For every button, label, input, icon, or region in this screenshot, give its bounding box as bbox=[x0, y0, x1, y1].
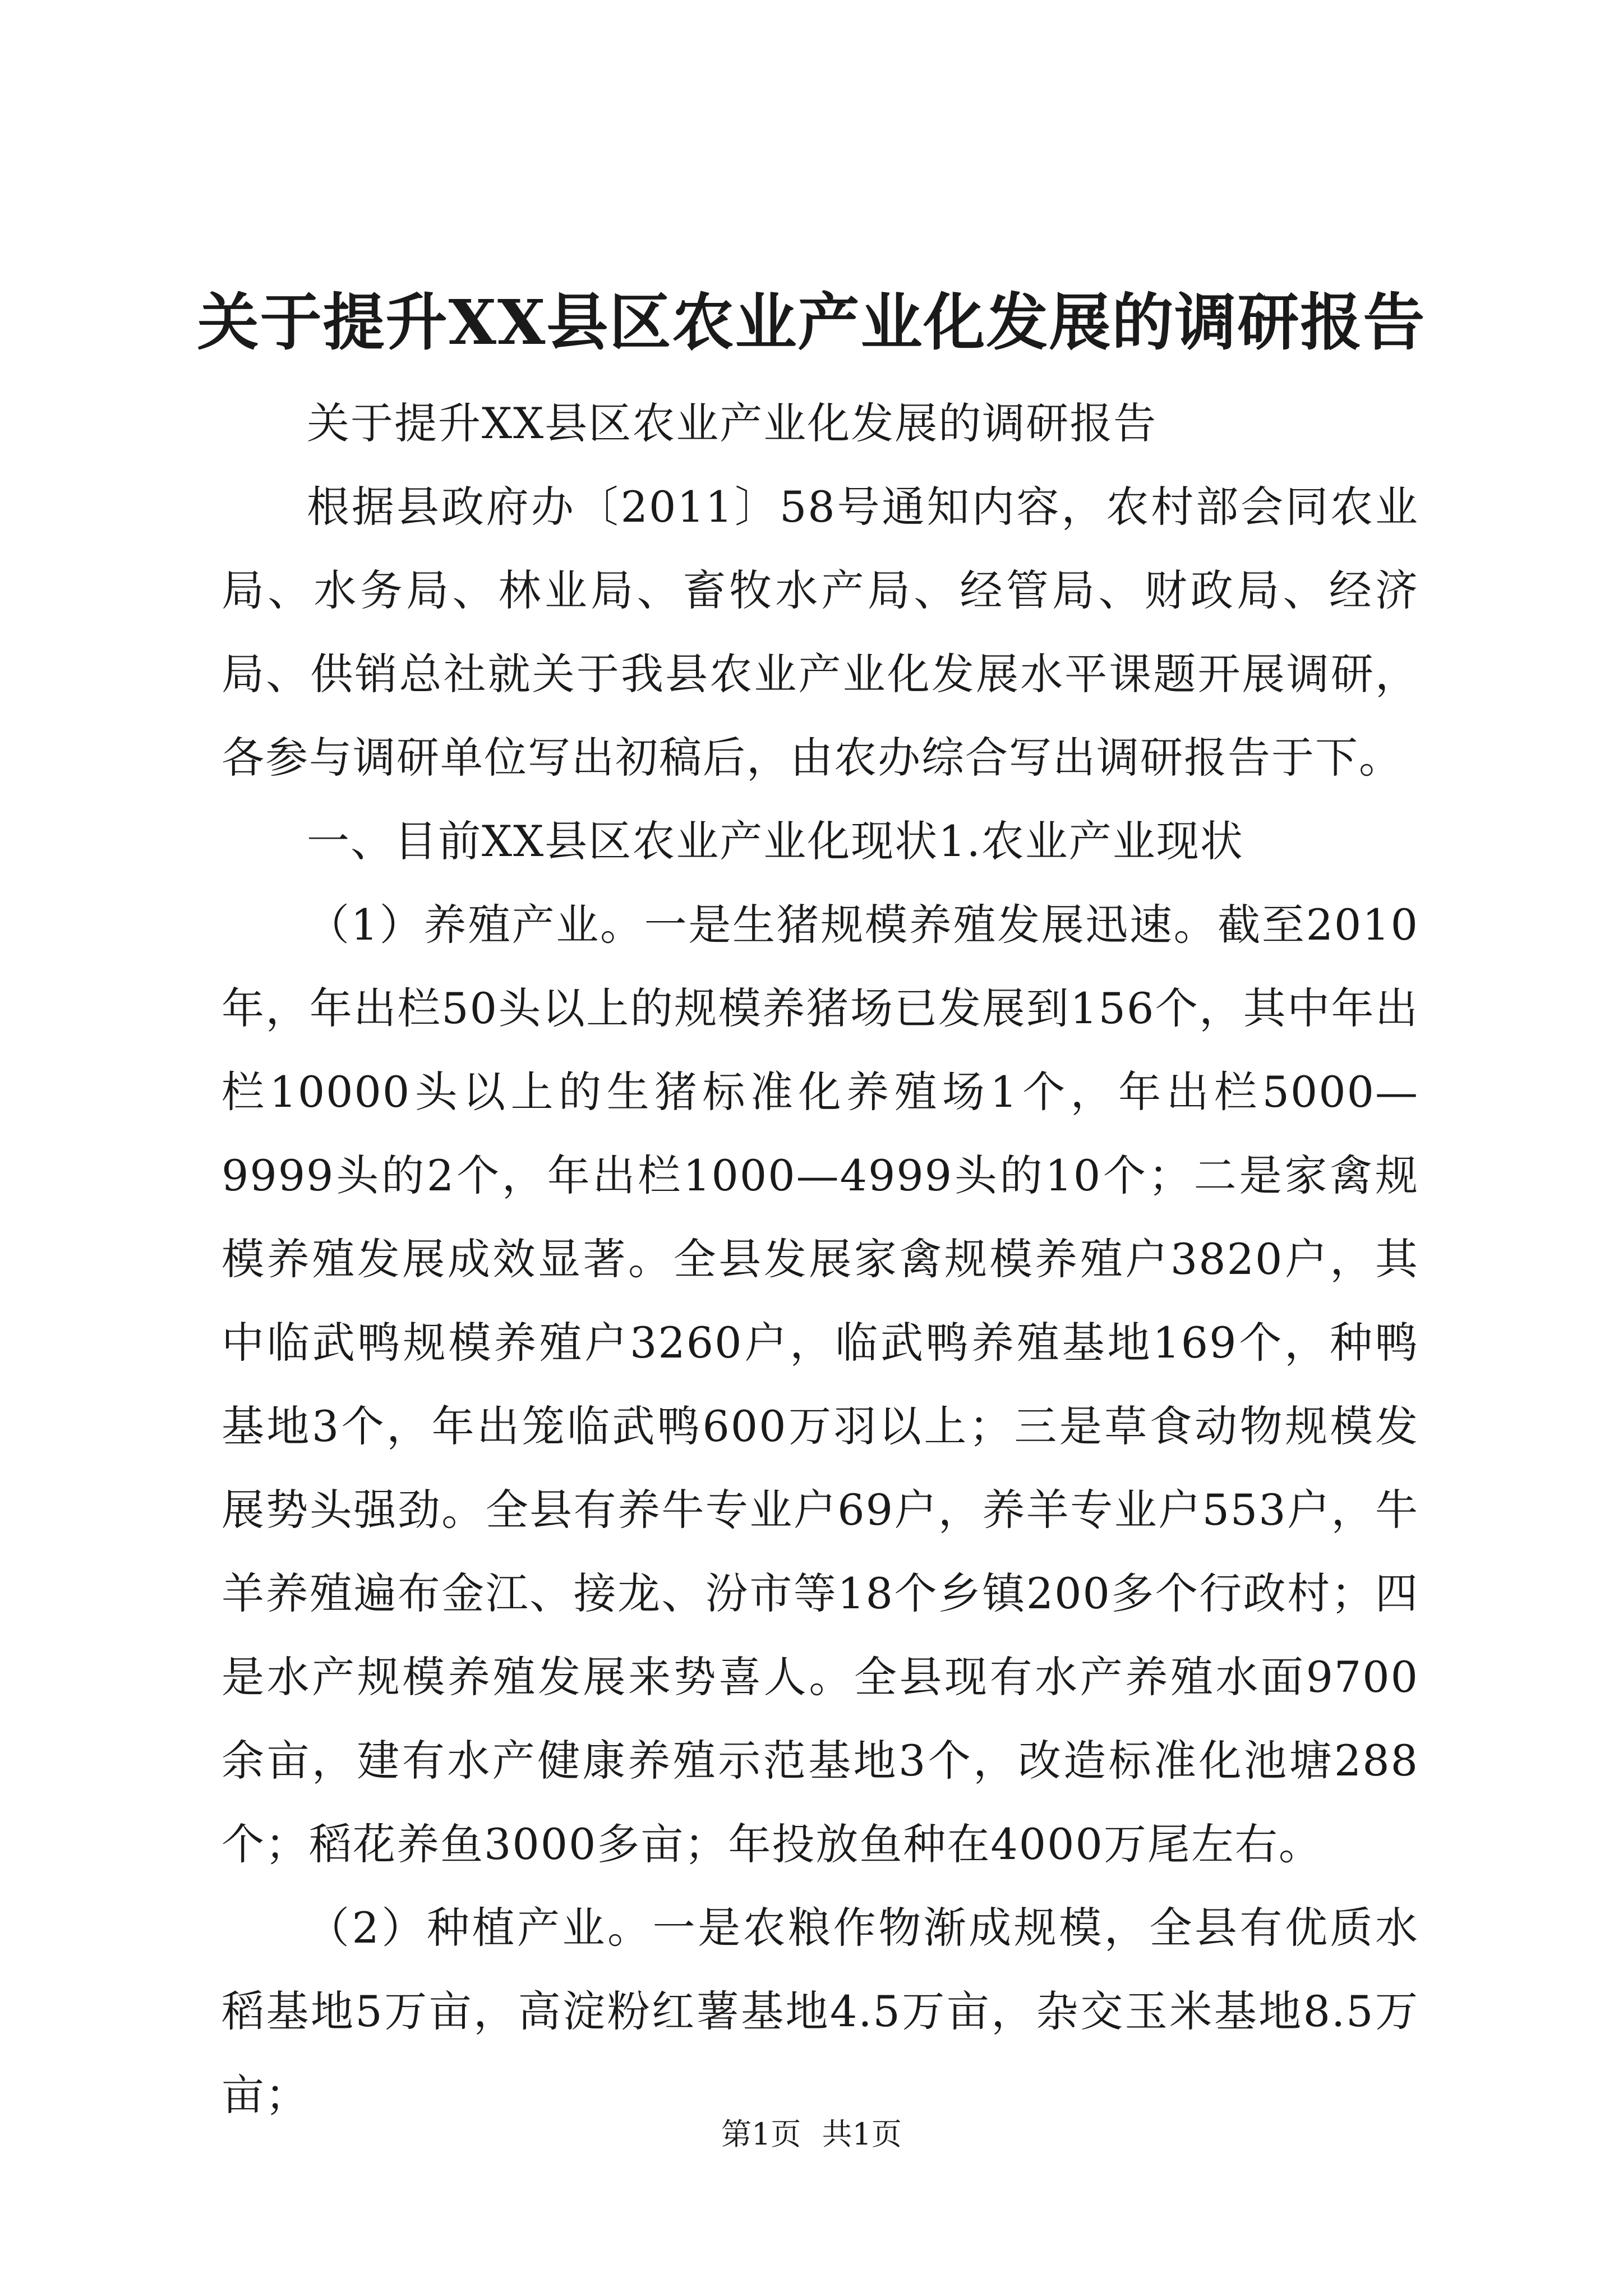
document-title: 关于提升XX县区农业产业化发展的调研报告 bbox=[197, 286, 1426, 358]
body-paragraph-subtitle: 关于提升XX县区农业产业化发展的调研报告 bbox=[307, 398, 1158, 448]
body-paragraph-planting: （2）种植产业。一是农粮作物渐成规模，全县有优质水稻基地5万亩，高淀粉红薯基地4.5万亩，杂交玉米基地8.5万亩； bbox=[222, 1903, 1419, 2120]
body-paragraph-intro: 根据县政府办〔2011〕58号通知内容，农村部会同农业局、水务局、林业局、畜牧水产局、经管局、财政局、经济局、供销总社就关于我县农业产业化发展水平课题开展调研，各参与调研单位写出初稿后，由农办综合写出调研报告于下。 bbox=[222, 482, 1419, 783]
document-body bbox=[222, 381, 1419, 2137]
page-number: 第1页 bbox=[721, 2116, 801, 2152]
body-paragraph-section-heading: 一、目前XX县区农业产业化现状1.农业产业现状 bbox=[307, 816, 1244, 866]
page-footer bbox=[0, 2115, 1623, 2154]
page-total: 共1页 bbox=[822, 2116, 902, 2152]
body-paragraph-breeding: （1）养殖产业。一是生猪规模养殖发展迅速。截至2010年，年出栏50头以上的规模养猪场已发展到156个，其中年出栏10000头以上的生猪标准化养殖场1个，年出栏5000—9999头的2个，年出栏1000—4999头的10个；二是家禽规模养殖发展成效显著。全县发展家禽规模养殖户3820户，其中临武鸭规模养殖户3260户，临武鸭养殖基地169个，种鸭基地3个，年出笼临武鸭600万羽以上；三是草食动物规模发展势头强劲。全县有养牛专业户69户，养羊专业户553户，牛羊养殖遍布金江、接龙、汾市等18个乡镇200多个行政村；四是水产规模养殖发展来势喜人。全县现有水产养殖水面9700余亩，建有水产健康养殖示范基地3个，改造标准化池塘288个；稻花养鱼3000多亩；年投放鱼种在4000万尾左右。 bbox=[222, 900, 1419, 1869]
